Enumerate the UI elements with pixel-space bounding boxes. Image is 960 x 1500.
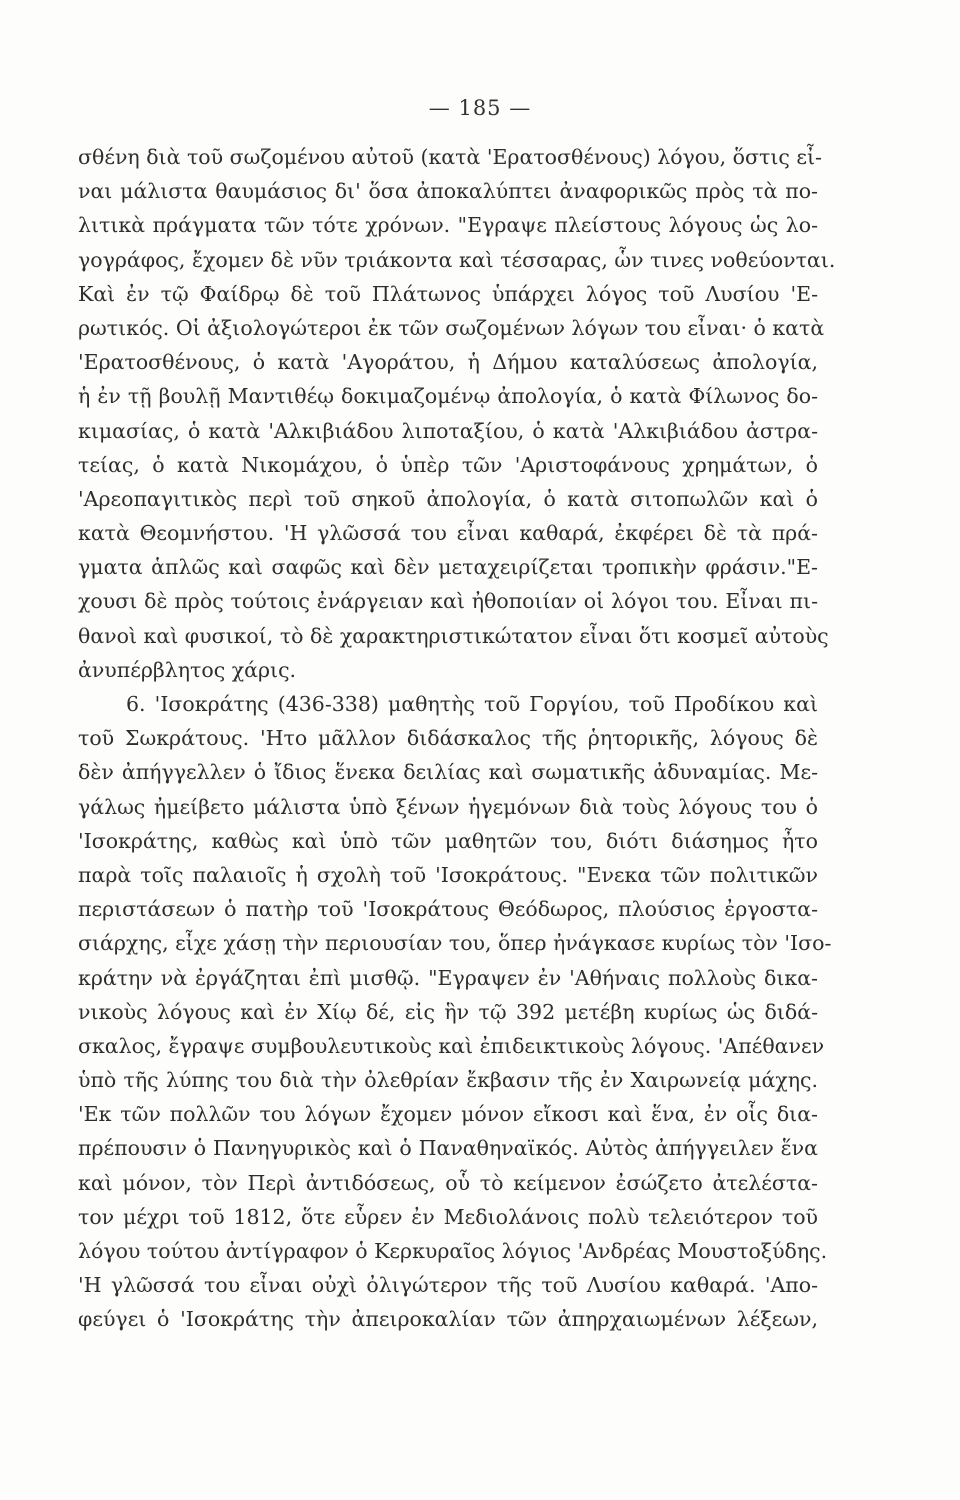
text-line: φεύγει ὁ 'Ισοκράτης τὴν ἀπειροκαλίαν τῶν ἀπηρχαιωμένων λέξεων,	[78, 1307, 818, 1332]
text-line: Καὶ ἐν τῷ Φαίδρῳ δὲ τοῦ Πλάτωνος ὑπάρχει λόγος τοῦ Λυσίου 'Ε-	[78, 281, 818, 306]
text-line: γάλως ἠμείβετο μάλιστα ὑπὸ ξένων ἡγεμόνων διὰ τοὺς λόγους του ὁ	[78, 794, 818, 819]
text-line: τοῦ Σωκράτους. 'Ητο μᾶλλον διδάσκαλος τῆς ῥητορικῆς, λόγους δὲ	[78, 726, 818, 751]
text-line: λόγου τούτου ἀντίγραφον ὁ Κερκυραῖος λόγιος 'Ανδρέας Μουστοξύδης.	[78, 1239, 828, 1263]
text-line: ναι μάλιστα θαυμάσιος δι' ὅσα ἀποκαλύπτει ἀναφορικῶς πρὸς τὰ πο-	[78, 179, 818, 204]
text-line: σιάρχης, εἶχε χάσῃ τὴν περιουσίαν του, ὅπερ ἠνάγκασε κυρίως τὸν 'Ισο-	[78, 931, 832, 956]
text-line: θανοὶ καὶ φυσικοί, τὸ δὲ χαρακτηριστικώτατον εἶναι ὅτι κοσμεῖ αὐτοὺς	[78, 623, 829, 648]
body-text	[78, 140, 836, 1337]
text-line: σθένη διὰ τοῦ σωζομένου αὐτοῦ (κατὰ 'Ερατοσθένους) λόγου, ὅστις εἶ-	[78, 145, 822, 169]
text-line: κατὰ Θεομνήστου. 'Η γλῶσσά του εἶναι καθαρά, ἐκφέρει δὲ τὰ πρά-	[78, 521, 818, 546]
text-line: περιστάσεων ὁ πατὴρ τοῦ 'Ισοκράτους Θεόδωρος, πλούσιος ἐργοστα-	[78, 897, 818, 922]
text-line: χουσι δὲ πρὸς τούτοις ἐνάργειαν καὶ ἠθοποιίαν οἱ λόγοι του. Εἶναι πι-	[78, 589, 818, 614]
text-line: 'Εκ τῶν πολλῶν του λόγων ἔχομεν μόνον εἴκοσι καὶ ἕνα, ἐν οἷς δια-	[78, 1102, 818, 1127]
text-line: ρωτικός. Οἱ ἀξιολογώτεροι ἐκ τῶν σωζομένων λόγων του εἶναι· ὁ κατὰ	[78, 315, 825, 340]
text-line: γογράφος, ἔχομεν δὲ νῦν τριάκοντα καὶ τέσσαρας, ὧν τινες νοθεύονται.	[78, 247, 836, 272]
text-line: σκαλος, ἔγραψε συμβουλευτικοὺς καὶ ἐπιδεικτικοὺς λόγους. 'Απέθανεν	[78, 1033, 825, 1058]
paragraph-end-line: ἀνυπέρβλητος χάρις.	[78, 657, 297, 682]
text-line: κιμασίας, ὁ κατὰ 'Αλκιβιάδου λιποταξίου, ὁ κατὰ 'Αλκιβιάδου ἀστρα-	[78, 418, 818, 443]
text-line: 'Ισοκράτης, καθὼς καὶ ὑπὸ τῶν μαθητῶν του, διότι διάσημος ἦτο	[78, 828, 818, 853]
text-line: δὲν ἀπήγγελλεν ὁ ἴδιος ἕνεκα δειλίας καὶ σωματικῆς ἀδυναμίας. Με-	[78, 760, 818, 785]
text-line: παρὰ τοῖς παλαιοῖς ἡ σχολὴ τοῦ 'Ισοκράτους. "Ενεκα τῶν πολιτικῶν	[78, 862, 818, 887]
text-line: νικοὺς λόγους καὶ ἐν Χίῳ δέ, εἰς ἣν τῷ 392 μετέβη κυρίως ὡς διδά-	[78, 999, 818, 1024]
text-line: ὑπὸ τῆς λύπης του διὰ τὴν ὀλεθρίαν ἔκβασιν τῆς ἐν Χαιρωνείᾳ μάχης.	[78, 1068, 818, 1093]
section-heading-line: 6. 'Ισοκράτης (436-338) μαθητὴς τοῦ Γοργίου, τοῦ Προδίκου καὶ	[126, 692, 818, 716]
page-number: — 185 —	[428, 96, 532, 120]
text-line: τον μέχρι τοῦ 1812, ὅτε εὗρεν ἐν Μεδιολάνοις πολὺ τελειότερον τοῦ	[78, 1204, 818, 1229]
text-line: ἡ ἐν τῇ βουλῇ Μαντιθέῳ δοκιμαζομένῳ ἀπολογία, ὁ κατὰ Φίλωνος δο-	[78, 384, 818, 409]
text-line: καὶ μόνον, τὸν Περὶ ἀντιδόσεως, οὗ τὸ κείμενον ἐσώζετο ἀτελέστα-	[78, 1170, 818, 1195]
text-line: λιτικὰ πράγματα τῶν τότε χρόνων. "Εγραψε πλείστους λόγους ὡς λο-	[78, 213, 818, 238]
text-line: 'Η γλῶσσά του εἶναι οὐχὶ ὀλιγώτερον τῆς τοῦ Λυσίου καθαρά. 'Απο-	[78, 1273, 818, 1298]
text-line: 'Ερατοσθένους, ὁ κατὰ 'Αγοράτου, ἡ Δήμου καταλύσεως ἀπολογία,	[78, 350, 818, 375]
text-line: γματα ἁπλῶς καὶ σαφῶς καὶ δὲν μεταχειρίζεται τροπικὴν φράσιν."Ε-	[78, 555, 818, 580]
text-line: πρέπουσιν ὁ Πανηγυρικὸς καὶ ὁ Παναθηναϊκός. Αὐτὸς ἀπήγγειλεν ἕνα	[78, 1136, 818, 1161]
text-line: κράτην νὰ ἐργάζηται ἐπὶ μισθῷ. "Εγραψεν ἐν 'Αθήναις πολλοὺς δικα-	[78, 965, 818, 990]
text-line: τείας, ὁ κατὰ Νικομάχου, ὁ ὑπὲρ τῶν 'Αριστοφάνους χρημάτων, ὁ	[78, 452, 818, 477]
text-line: 'Αρεοπαγιτικὸς περὶ τοῦ σηκοῦ ἀπολογία, ὁ κατὰ σιτοπωλῶν καὶ ὁ	[78, 486, 818, 511]
